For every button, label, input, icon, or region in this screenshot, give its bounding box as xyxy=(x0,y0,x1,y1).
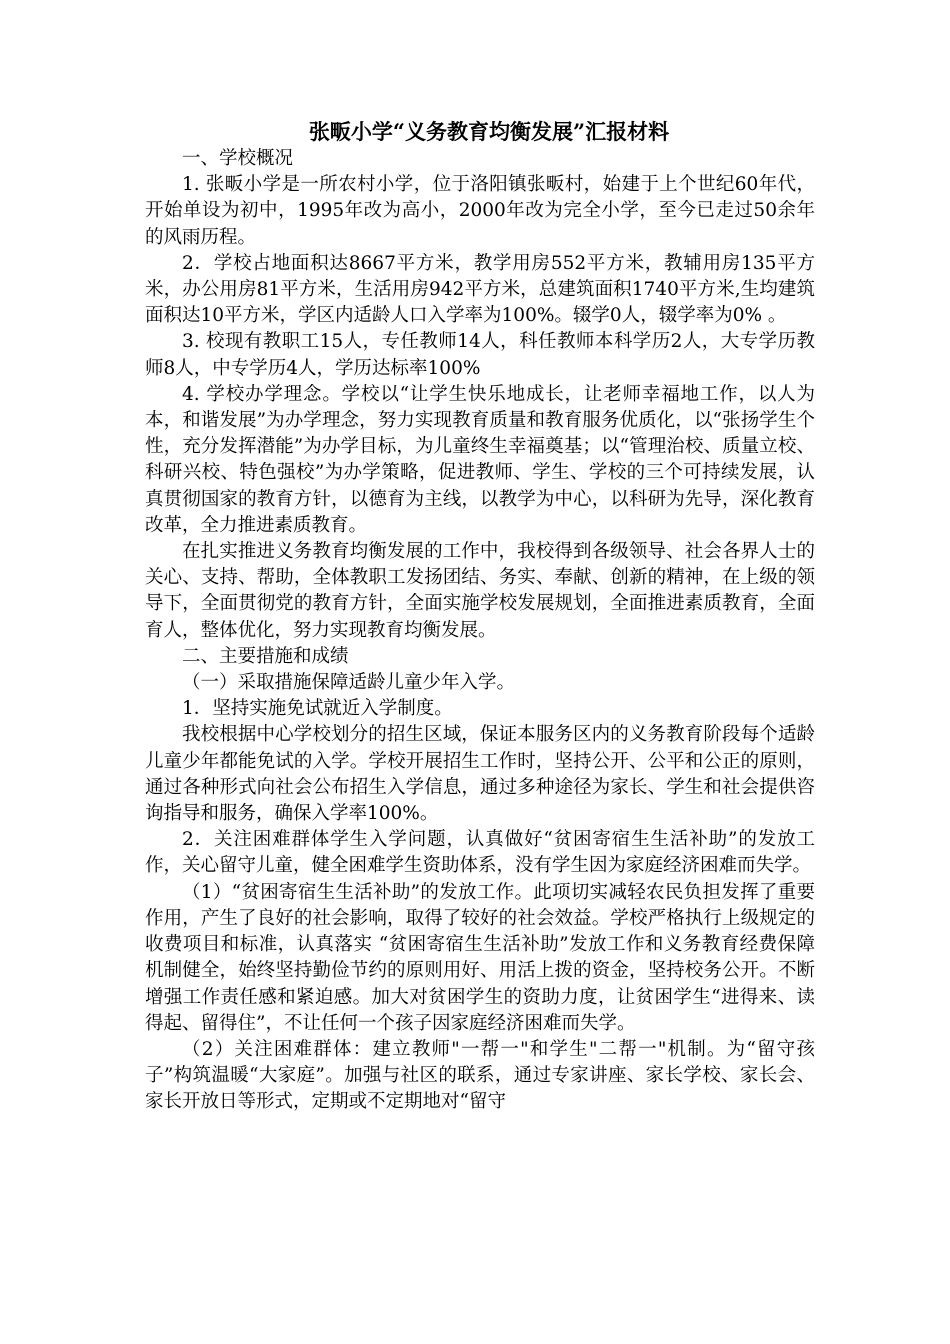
paragraph-left-behind-children: （2）关注困难群体：建立教师"一帮一"和学生"二帮一"机制。为“留守孩子”构筑温暖“大家庭”。加强与社区的联系，通过专家讲座、家长学校、家长会、家长开放日等形式，定期或不定期地对“留守 xyxy=(145,1038,815,1113)
section-heading-overview: 一、学校概况 xyxy=(182,148,294,169)
subheading-enrollment: （一）采取措施保障适龄儿童少年入学。 xyxy=(182,672,516,694)
document-page xyxy=(145,118,815,1116)
document-title: 张畈小学“义务教育均衡发展”汇报材料 xyxy=(308,119,670,144)
paragraph-area: 2．学校占地面积达8667平方米，教学用房552平方米，教辅用房135平方米，办公用房81平方米，生活用房942平方米，总建筑面积1740平方米,生均建筑面积达10平方米，学区内适龄人口入学率为100%。辍学0人，辍学率为0% 。 xyxy=(145,252,815,327)
paragraph-subsidy: （1）“贫困寄宿生生活补助”的发放工作。此项切实减轻农民负担发挥了重要作用，产生了良好的社会影响，取得了较好的社会效益。学校严格执行上级规定的收费项目和标准，认真落实 “贫困寄宿生生活补助”发放工作和义务教育经费保障机制健全，始终坚持勤俭节约的原则用好、用活上拨的资金，坚持校务公开。不断增强工作责任感和紧迫感。加大对贫困学生的资助力度，让贫困学生“进得来、读得起、留得住”，不让任何一个孩子因家庭经济困难而失学。 xyxy=(145,881,815,1034)
paragraph-enrollment-area: 我校根据中心学校划分的招生区域，保证本服务区内的义务教育阶段每个适龄儿童少年都能免试的入学。学校开展招生工作时，坚持公开、公平和公正的原则，通过各种形式向社会公布招生入学信息，通过多种途径为家长、学生和社会提供咨询指导和服务，确保入学率100%。 xyxy=(145,724,815,825)
paragraph-philosophy: 4. 学校办学理念。学校以“让学生快乐地成长，让老师幸福地工作，以人为本，和谐发展”为办学理念，努力实现教育质量和教育服务优质化，以“张扬学生个性，充分发挥潜能”为办学目标，为儿童终生幸福奠基；以“管理治校、质量立校、科研兴校、特色强校”为办学策略，促进教师、学生、学校的三个可持续发展，认真贯彻国家的教育方针，以德育为主线，以教学为中心，以科研为先导，深化教育改革，全力推进素质教育。 xyxy=(145,383,815,536)
item-difficult-groups: 2．关注困难群体学生入学问题，认真做好“贫困寄宿生生活补助”的发放工作，关心留守儿童，健全困难学生资助体系，没有学生因为家庭经济困难而失学。 xyxy=(145,829,815,877)
paragraph-balanced-development: 在扎实推进义务教育均衡发展的工作中，我校得到各级领导、社会各界人士的关心、支持、帮助，全体教职工发扬团结、务实、奉献、创新的精神，在上级的领导下，全面贯彻党的教育方针，全面实施学校发展规划，全面推进素质教育，全面育人，整体优化，努力实现教育均衡发展。 xyxy=(145,541,815,641)
paragraph-staff: 3. 校现有教职工15人，专任教师14人，科任教师本科学历2人，大专学历教师8人，中专学历4人，学历达标率100% xyxy=(145,331,815,379)
paragraph-history: 1. 张畈小学是一所农村小学，位于洛阳镇张畈村，始建于上个世纪60年代，开始单设为初中，1995年改为高小，2000年改为完全小学，至今已走过50余年的风雨历程。 xyxy=(145,174,815,248)
item-exam-free-enrollment: 1．坚持实施免试就近入学制度。 xyxy=(182,698,453,720)
section-heading-measures: 二、主要措施和成绩 xyxy=(182,645,349,667)
